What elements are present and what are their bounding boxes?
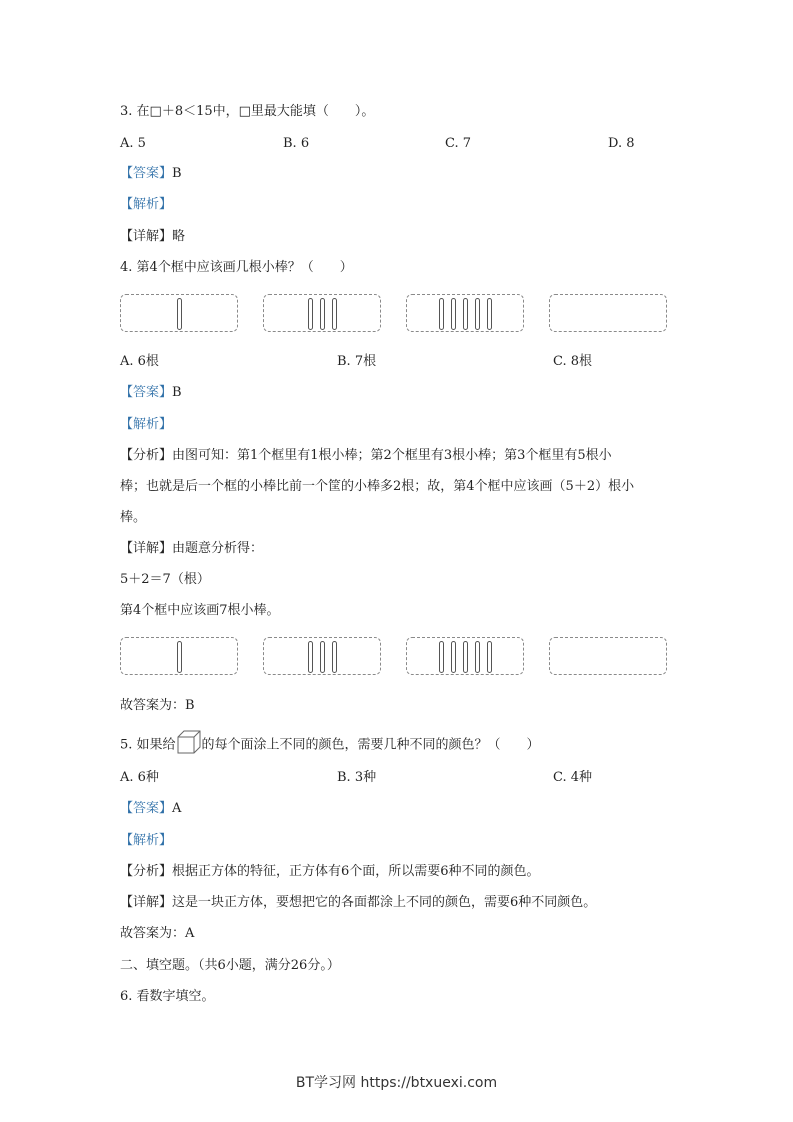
q4-answer: [120, 384, 182, 402]
stick-box: [549, 294, 667, 332]
q3-option-b: B. 6: [283, 136, 310, 151]
q6-question: 6. 看数字填空。: [120, 989, 215, 1004]
stick: [177, 298, 182, 330]
q5-option-b: B. 3种: [337, 770, 377, 785]
stick: [451, 641, 456, 673]
detail-text: 略: [172, 229, 186, 244]
q4-option-c: C. 8根: [553, 354, 593, 369]
fenxi-tag: 【分析】: [120, 864, 173, 879]
stick-box: [120, 294, 238, 332]
q5-option-a: A. 6种: [120, 770, 159, 785]
q4-fenxi-line2: 棒；也就是后一个框的小棒比前一个筐的小棒多2根；故，第4个框中应该画（5＋2）根小: [120, 479, 635, 494]
stick-boxes-question: [120, 294, 680, 338]
q5-fenxi: [120, 863, 540, 881]
q5-question-suffix: 的每个面涂上不同的颜色，需要几种不同的颜色？（ ）: [201, 737, 540, 753]
answer-tag: 【答案】: [120, 385, 173, 400]
q4-analysis-tag: 【解析】: [120, 417, 173, 432]
q4-option-b: B. 7根: [337, 354, 377, 369]
q4-option-a: A. 6根: [120, 354, 159, 369]
q4-fenxi-line3: 棒。: [120, 510, 147, 525]
q5-question-prefix: 5. 如果给: [120, 737, 176, 753]
detail-tag: 【详解】: [120, 895, 173, 910]
stick: [475, 298, 480, 330]
stick: [439, 298, 444, 330]
detail-text: 这是一块正方体，要想把它的各面都涂上不同的颜色，需要6种不同颜色。: [172, 895, 597, 910]
fenxi-text: 根据正方体的特征，正方体有6个面，所以需要6种不同的颜色。: [172, 864, 540, 879]
section2-title: 二、填空题。（共6小题，满分26分。）: [120, 958, 340, 973]
q4-detail-equation: 5＋2＝7（根）: [120, 572, 210, 587]
stick: [487, 641, 492, 673]
answer-tag: 【答案】: [120, 166, 173, 181]
q5-conclusion: 故答案为：A: [120, 926, 195, 941]
q4-detail: [120, 540, 263, 558]
stick: [463, 641, 468, 673]
stick-box: [263, 294, 381, 332]
stick: [320, 298, 325, 330]
stick: [463, 298, 468, 330]
fenxi-tag: 【分析】: [120, 448, 173, 463]
q5-option-c: C. 4种: [553, 770, 593, 785]
answer-tag: 【答案】: [120, 801, 173, 816]
q4-question: 4. 第4个框中应该画几根小棒？（ ）: [120, 260, 353, 275]
q4-fenxi-line1: [120, 447, 612, 465]
footer-watermark: BT学习网 https://btxuexi.com: [295, 1075, 498, 1091]
stick: [332, 641, 337, 673]
q3-question: 3. 在□＋8＜15中，□里最大能填（ ）。: [120, 104, 375, 119]
answer-value: A: [172, 801, 182, 816]
q4-detail-result: 第4个框中应该画7根小棒。: [120, 603, 280, 618]
q5-question: [120, 730, 540, 760]
stick: [487, 298, 492, 330]
stick-box: [406, 637, 524, 675]
q4-conclusion: 故答案为：B: [120, 698, 195, 713]
q5-answer: [120, 800, 181, 818]
stick-box: [263, 637, 381, 675]
q3-option-a: A. 5: [120, 136, 146, 151]
q3-option-c: C. 7: [445, 136, 472, 151]
stick: [308, 641, 313, 673]
q5-detail: [120, 894, 596, 912]
stick-boxes-solution: [120, 637, 680, 681]
detail-tag: 【详解】: [120, 541, 173, 556]
answer-value: B: [172, 385, 182, 400]
stick: [320, 641, 325, 673]
stick-box: [120, 637, 238, 675]
fenxi-text: 由图可知：第1个框里有1根小棒；第2个框里有3根小棒；第3个框里有5根小: [172, 448, 612, 463]
detail-tag: 【详解】: [120, 229, 173, 244]
q3-detail: [120, 228, 185, 246]
q3-answer: [120, 165, 182, 183]
stick: [475, 641, 480, 673]
answer-value: B: [172, 166, 182, 181]
stick: [308, 298, 313, 330]
stick: [332, 298, 337, 330]
stick: [177, 641, 182, 673]
stick: [451, 298, 456, 330]
detail-text: 由题意分析得：: [172, 541, 264, 556]
q5-analysis-tag: 【解析】: [120, 833, 173, 848]
q3-option-d: D. 8: [608, 136, 635, 151]
cube-icon: [177, 730, 201, 760]
stick-box: [549, 637, 667, 675]
stick-box: [406, 294, 524, 332]
stick: [439, 641, 444, 673]
q3-analysis-tag: 【解析】: [120, 197, 173, 212]
